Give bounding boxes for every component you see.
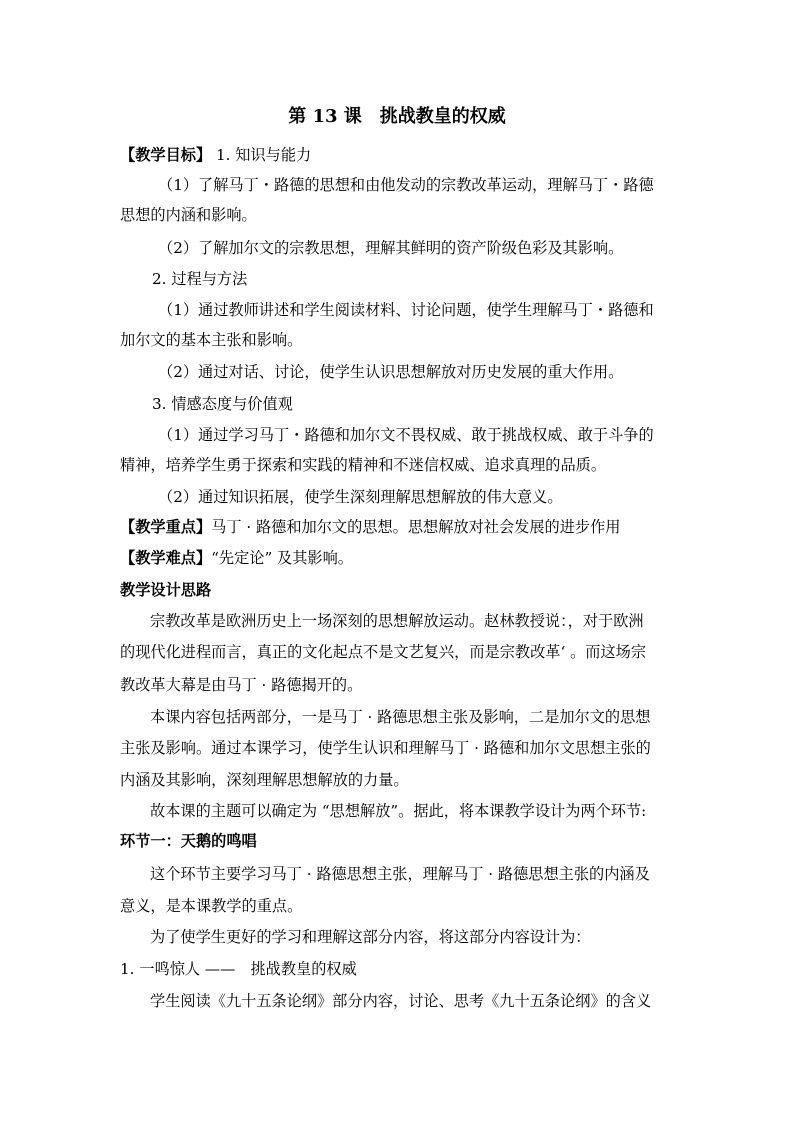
section-one-para-1: 这个环节主要学习马丁 · 路德思想主张，理解马丁 · 路德思想主张的内涵及 bbox=[150, 865, 650, 883]
difficulties-label: 【教学难点】 bbox=[120, 549, 212, 567]
design-para-2-line-3: 内涵及其影响，深刻理解思想解放的力量。 bbox=[120, 771, 409, 789]
objective-1-1: （1）了解马丁・路德的思想和由他发动的宗教改革运动，理解马丁・路德 bbox=[158, 176, 654, 194]
process-method-heading: 2. 过程与方法 bbox=[152, 270, 248, 288]
objectives-label: 【教学目标】 bbox=[120, 146, 212, 164]
section-one-para-1-line-2: 意义，是本课教学的重点。 bbox=[120, 897, 303, 915]
key-points-line bbox=[120, 516, 680, 538]
section-one-para-2: 为了使学生更好的学习和理解这部分内容，将这部分内容设计为： bbox=[150, 928, 591, 946]
design-heading: 教学设计思路 bbox=[120, 581, 212, 599]
knowledge-ability-heading: 1. 知识与能力 bbox=[211, 146, 312, 164]
design-para-1-line-2: 的现代化进程而言，真正的文化起点不是文艺复兴，而是宗教改革‘ 。而这场宗 bbox=[120, 643, 647, 661]
objective-3-1-cont: 精神，培养学生勇于探索和实践的精神和不迷信权威、追求真理的品质。 bbox=[120, 456, 606, 474]
key-points-label: 【教学重点】 bbox=[120, 518, 212, 536]
design-para-2-line-2: 主张及影响。通过本课学习，使学生认识和理解马丁 · 路德和加尔文思想主张的 bbox=[120, 739, 651, 757]
objective-2-1: （1）通过教师讲述和学生阅读材料、讨论问题，使学生理解马丁・路德和 bbox=[158, 301, 654, 319]
section-one-heading: 环节一：天鹅的鸣唱 bbox=[120, 832, 257, 850]
difficulties-line bbox=[120, 547, 680, 569]
subsection-1-para: 学生阅读《九十五条论纲》部分内容，讨论、思考《九十五条论纲》的含义 bbox=[150, 992, 652, 1010]
design-para-1: 宗教改革是欧洲历史上一场深刻的思想解放运动。赵林教授说：，对于欧洲 bbox=[150, 612, 644, 630]
emotion-values-heading: 3. 情感态度与价值观 bbox=[152, 395, 293, 413]
objective-1-2: （2）了解加尔文的宗教思想，理解其鲜明的资产阶级色彩及其影响。 bbox=[158, 239, 624, 257]
objective-1-1-cont: 思想的内涵和影响。 bbox=[120, 206, 257, 224]
objective-2-1-cont: 加尔文的基本主张和影响。 bbox=[120, 331, 303, 349]
design-para-1-line-3: 教改革大幕是由马丁 · 路德揭开的。 bbox=[120, 676, 363, 694]
subsection-1-heading: 1. 一鸣惊人 —— 挑战教皇的权威 bbox=[120, 960, 357, 978]
objectives-heading-line bbox=[120, 144, 680, 166]
difficulties-text: “先定论” 及其影响。 bbox=[211, 549, 353, 567]
design-para-2: 本课内容包括两部分，一是马丁 · 路德思想主张及影响，二是加尔文的思想 bbox=[150, 708, 651, 726]
page-title: 第 13 课 挑战教皇的权威 bbox=[288, 106, 506, 127]
objective-2-2: （2）通过对话、讨论，使学生认识思想解放对历史发展的重大作用。 bbox=[158, 363, 624, 381]
key-points-text: 马丁 · 路德和加尔文的思想。思想解放对社会发展的进步作用 bbox=[211, 518, 621, 536]
objective-3-1: （1）通过学习马丁・路德和加尔文不畏权威、敢于挑战权威、敢于斗争的 bbox=[158, 426, 654, 444]
design-para-3: 故本课的主题可以确定为 “思想解放”。据此，将本课教学设计为两个环节: bbox=[150, 802, 647, 820]
objective-3-2: （2）通过知识拓展，使学生深刻理解思想解放的伟大意义。 bbox=[158, 488, 563, 506]
